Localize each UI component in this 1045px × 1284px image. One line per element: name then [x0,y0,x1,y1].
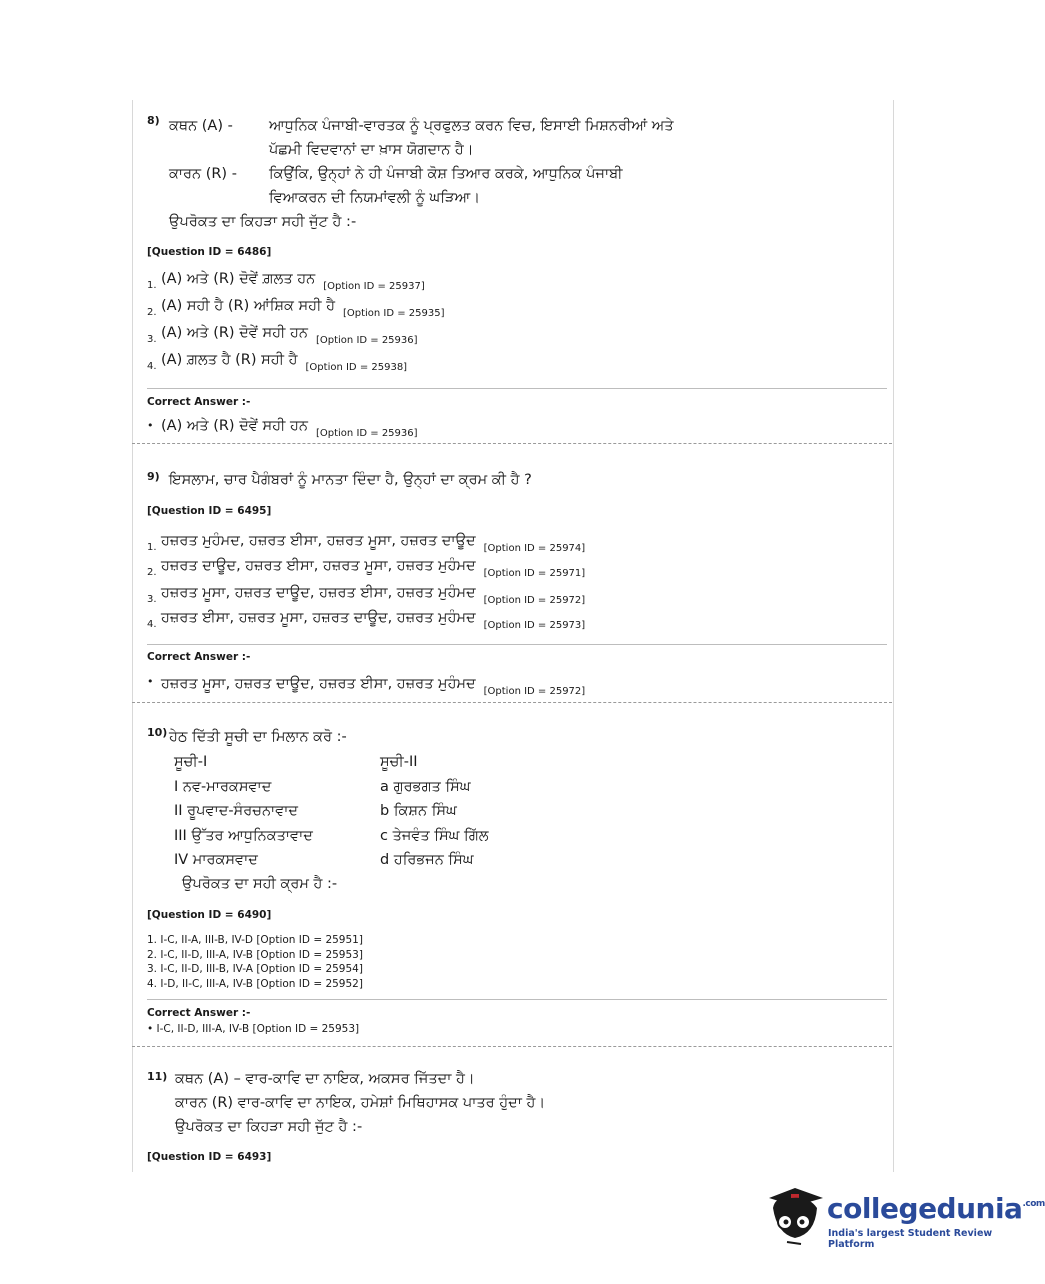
option[interactable]: 4. I-D, II-C, III-A, IV-B [Option ID = 25952] [147,977,363,990]
option[interactable]: 1. I-C, II-A, III-B, IV-D [Option ID = 25951] [147,934,363,946]
list2-item: a ਗੁਰਭਗਤ ਸਿੰਘ [380,778,471,795]
option[interactable]: 3. ਹਜ਼ਰਤ ਮੂਸਾ, ਹਜ਼ਰਤ ਦਾਊਦ, ਹਜ਼ਰਤ ਈਸਾ, ਹਜ਼ਰਤ ਮੁਹੰਮਦ $_{[Option ID = 25972]}$ [147,585,586,606]
question-id: [Question ID = 6493] [147,1151,272,1163]
divider [147,999,887,1000]
option[interactable]: 1. ਹਜ਼ਰਤ ਮੁਹੰਮਦ, ਹਜ਼ਰਤ ਈਸਾ, ਹਜ਼ਰਤ ਮੂਸਾ, ਹਜ਼ਰਤ ਦਾਊਦ $_{[Option ID = 25974]}$ [147,533,586,554]
correct-answer: • (A) ਅਤੇ (R) ਦੋਵੇਂ ਸਹੀ ਹਨ $_{[Option ID = 25936]}$ [147,418,418,439]
assertion-text-cont: ਪੱਛਮੀ ਵਿਦਵਾਨਾਂ ਦਾ ਖ਼ਾਸ ਯੋਗਦਾਨ ਹੈ। [269,142,474,158]
divider [147,388,887,389]
reason-text: ਕਾਰਨ (R) ਵਾਰ-ਕਾਵਿ ਦਾ ਨਾਇਕ, ਹਮੇਸ਼ਾਂ ਮਿਥਿਹਾਸਕ ਪਾਤਰ ਹੁੰਦਾ ਹੈ। [175,1095,546,1111]
reason-text-cont: ਵਿਆਕਰਨ ਦੀ ਨਿਯਮਾਂਵਲੀ ਨੂੰ ਘੜਿਆ। [269,190,481,206]
divider [147,644,887,645]
brand-name: collegedunia$^{.com}$ [827,1192,1045,1225]
reason-label: ਕਾਰਨ (R) - [169,166,237,182]
question-prompt: ਉਪਰੋਕਤ ਦਾ ਕਿਹੜਾ ਸਹੀ ਜੁੱਟ ਹੈ :- [175,1119,363,1135]
assertion-label: ਕਥਨ (A) - [169,118,233,134]
option[interactable]: 2. (A) ਸਹੀ ਹੈ (R) ਆਂਸ਼ਿਕ ਸਹੀ ਹੈ $_{[Option ID = 25935]}$ [147,298,445,319]
option[interactable]: 2. I-C, II-D, III-A, IV-B [Option ID = 25953] [147,948,363,961]
question-number: 8) [147,114,160,127]
list1-item: I ਨਵ-ਮਾਰਕਸਵਾਦ [174,778,272,795]
assertion-text: ਆਧੁਨਿਕ ਪੰਜਾਬੀ-ਵਾਰਤਕ ਨੂੰ ਪ੍ਰਫੁਲਤ ਕਰਨ ਵਿਚ, ਇਸਾਈ ਮਿਸ਼ਨਰੀਆਂ ਅਤੇ [269,118,674,134]
match-table [174,750,489,873]
option[interactable]: 1. (A) ਅਤੇ (R) ਦੋਵੇਂ ਗ਼ਲਤ ਹਨ $_{[Option ID = 25937]}$ [147,271,425,292]
list1-item: III ਉੱਤਰ ਆਧੁਨਿਕਤਾਵਾਦ [174,827,313,844]
assertion-text: ਕਥਨ (A) – ਵਾਰ-ਕਾਵਿ ਦਾ ਨਾਇਕ, ਅਕਸਰ ਜਿੱਤਦਾ ਹੈ। [175,1071,475,1087]
question-id: [Question ID = 6490] [147,909,272,921]
collegedunia-logo[interactable] [765,1176,1045,1256]
question-id: [Question ID = 6495] [147,505,272,517]
correct-answer-label: Correct Answer :- [147,396,251,408]
options-list [147,530,847,632]
list1-header: ਸੂਚੀ-I [174,754,208,770]
question-text: ਇਸਲਾਮ, ਚਾਰ ਪੈਗੰਬਰਾਂ ਨੂੰ ਮਾਨਤਾ ਦਿੰਦਾ ਹੈ, ਉਨ੍ਹਾਂ ਦਾ ਕ੍ਰਮ ਕੀ ਹੈ ? [169,472,532,488]
question-id: [Question ID = 6486] [147,246,272,258]
list1-item: II ਰੂਪਵਾਦ-ਸੰਰਚਨਾਵਾਦ [174,803,299,819]
brand-tagline: India's largest Student Review Platform [828,1228,993,1250]
question-separator [132,1046,892,1047]
list2-item: c ਤੇਜਵੰਤ ਸਿੰਘ ਗਿੱਲ [380,827,489,844]
correct-answer: • I-C, II-D, III-A, IV-B [Option ID = 25953] [147,1023,360,1035]
option[interactable]: 4. ਹਜ਼ਰਤ ਈਸਾ, ਹਜ਼ਰਤ ਮੂਸਾ, ਹਜ਼ਰਤ ਦਾਊਦ, ਹਜ਼ਰਤ ਮੁਹੰਮਦ $_{[Option ID = 25973]}$ [147,610,586,631]
mascot-icon [765,1178,827,1250]
question-text: ਹੇਠ ਦਿੱਤੀ ਸੂਚੀ ਦਾ ਮਿਲਾਨ ਕਰੋ :- [169,729,347,745]
options-list [147,933,363,991]
correct-answer-label: Correct Answer :- [147,1007,251,1019]
question-prompt: ਉਪਰੋਕਤ ਦਾ ਸਹੀ ਕ੍ਰਮ ਹੈ :- [182,876,338,892]
option[interactable]: 3. I-C, II-D, III-B, IV-A [Option ID = 25954] [147,963,363,975]
option[interactable]: 3. (A) ਅਤੇ (R) ਦੋਵੇਂ ਸਹੀ ਹਨ $_{[Option ID = 25936]}$ [147,325,418,346]
list2-item: d ਹਰਿਭਜਨ ਸਿੰਘ [380,852,474,868]
question-number: 11) [147,1070,168,1083]
option[interactable]: 4. (A) ਗ਼ਲਤ ਹੈ (R) ਸਹੀ ਹੈ $_{[Option ID = 25938]}$ [147,352,408,373]
question-prompt: ਉਪਰੋਕਤ ਦਾ ਕਿਹੜਾ ਸਹੀ ਜੁੱਟ ਹੈ :- [169,214,357,230]
list2-item: b ਕਿਸ਼ਨ ਸਿੰਘ [380,803,457,819]
correct-answer: • ਹਜ਼ਰਤ ਮੂਸਾ, ਹਜ਼ਰਤ ਦਾਊਦ, ਹਜ਼ਰਤ ਈਸਾ, ਹਜ਼ਰਤ ਮੁਹੰਮਦ $_{[Option ID = 25972]}$ [147,675,586,697]
options-list [147,266,847,374]
reason-text: ਕਿਉਂਕਿ, ਉਨ੍ਹਾਂ ਨੇ ਹੀ ਪੰਜਾਬੀ ਕੋਸ਼ ਤਿਆਰ ਕਰਕੇ, ਆਧੁਨਿਕ ਪੰਜਾਬੀ [269,166,623,182]
question-separator [132,702,892,703]
list1-item: IV ਮਾਰਕਸਵਾਦ [174,852,258,868]
question-number: 10) [147,726,168,739]
correct-answer-label: Correct Answer :- [147,651,251,663]
option[interactable]: 2. ਹਜ਼ਰਤ ਦਾਊਦ, ਹਜ਼ਰਤ ਈਸਾ, ਹਜ਼ਰਤ ਮੂਸਾ, ਹਜ਼ਰਤ ਮੁਹੰਮਦ $_{[Option ID = 25971]}$ [147,558,586,579]
list2-header: ਸੂਚੀ-II [380,754,418,770]
question-number: 9) [147,470,160,483]
question-separator [132,443,892,444]
